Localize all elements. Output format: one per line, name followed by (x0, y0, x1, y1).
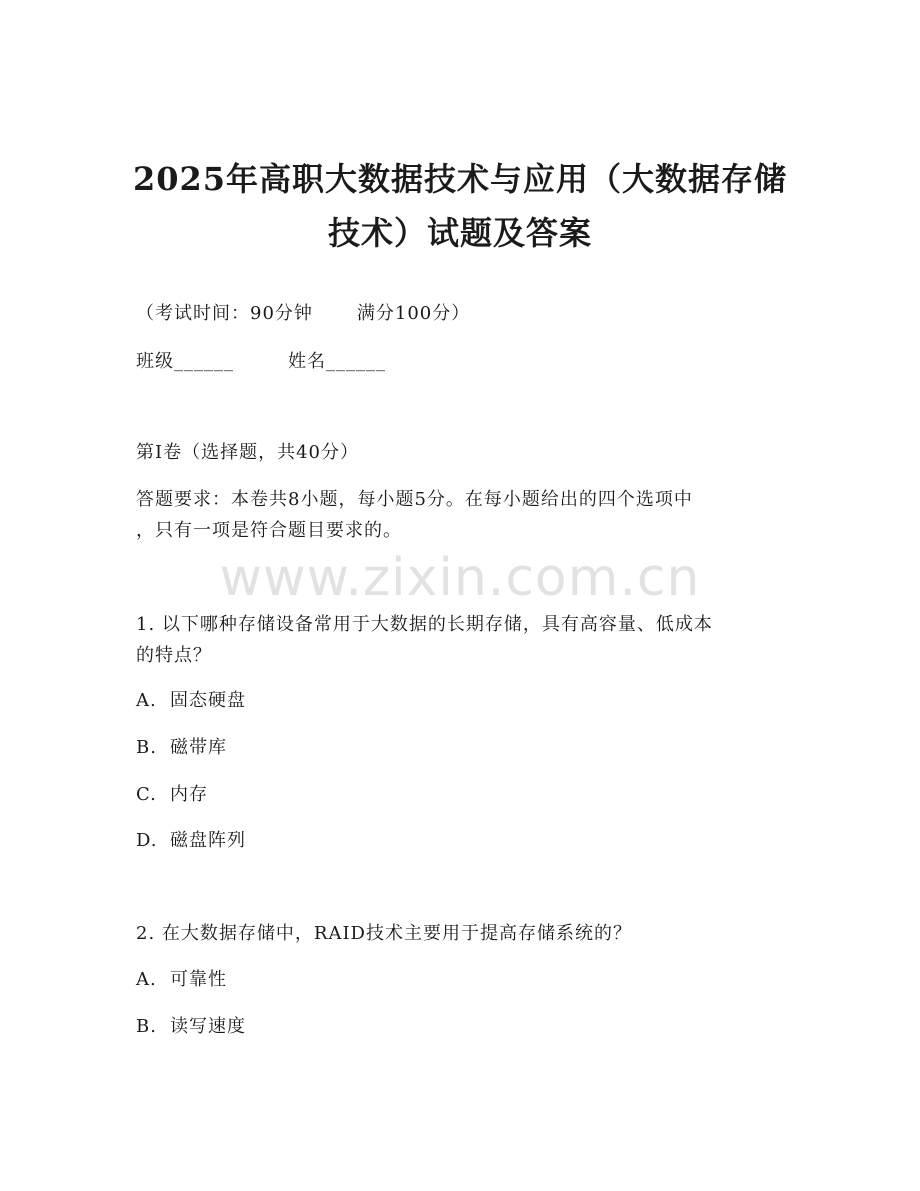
exam-title (60, 152, 860, 260)
section-instruction-line-2: ，只有一项是符合题目要求的。 (136, 520, 402, 541)
name-field: 姓名______ (288, 351, 386, 372)
watermark: www.zixin.com.cn (219, 548, 701, 608)
option-text: 磁盘阵列 (170, 830, 246, 851)
option-text: 读写速度 (170, 1016, 246, 1037)
exam-title-line-1: 2025年高职大数据技术与应用（大数据存储 (132, 160, 788, 198)
question-2-option-a (136, 967, 227, 993)
option-text: 固态硬盘 (170, 690, 246, 711)
option-text: 磁带库 (170, 737, 227, 758)
exam-score: 满分100分） (356, 303, 471, 324)
question-1-stem-line-1: 1. 以下哪种存储设备常用于大数据的长期存储，具有高容量、低成本 (136, 614, 713, 635)
exam-info (136, 301, 470, 327)
section-instruction-line-1: 答题要求：本卷共8小题，每小题5分。在每小题给出的四个选项中 (136, 489, 693, 510)
option-label: B. (136, 1016, 157, 1037)
question-1-stem-line-2: 的特点？ (136, 645, 212, 666)
question-2-stem-line-1: 2. 在大数据存储中，RAID技术主要用于提高存储系统的？ (136, 923, 632, 944)
question-1-option-b (136, 735, 227, 761)
section-heading: 第I卷（选择题，共40分） (136, 442, 360, 463)
question-1-option-d (136, 828, 246, 854)
option-label: A. (136, 969, 157, 990)
student-fields (136, 349, 386, 375)
option-label: D. (136, 830, 158, 851)
question-1-option-c (136, 782, 208, 808)
option-text: 可靠性 (170, 969, 227, 990)
question-2-option-b (136, 1014, 246, 1040)
question-1-option-a (136, 688, 246, 714)
option-label: B. (136, 737, 157, 758)
exam-title-line-2: 技术）试题及答案 (327, 214, 592, 252)
exam-time: （考试时间：90分钟 (136, 303, 313, 324)
option-text: 内存 (170, 784, 208, 805)
option-label: C. (136, 784, 157, 805)
option-label: A. (136, 690, 157, 711)
class-field: 班级______ (136, 351, 234, 372)
